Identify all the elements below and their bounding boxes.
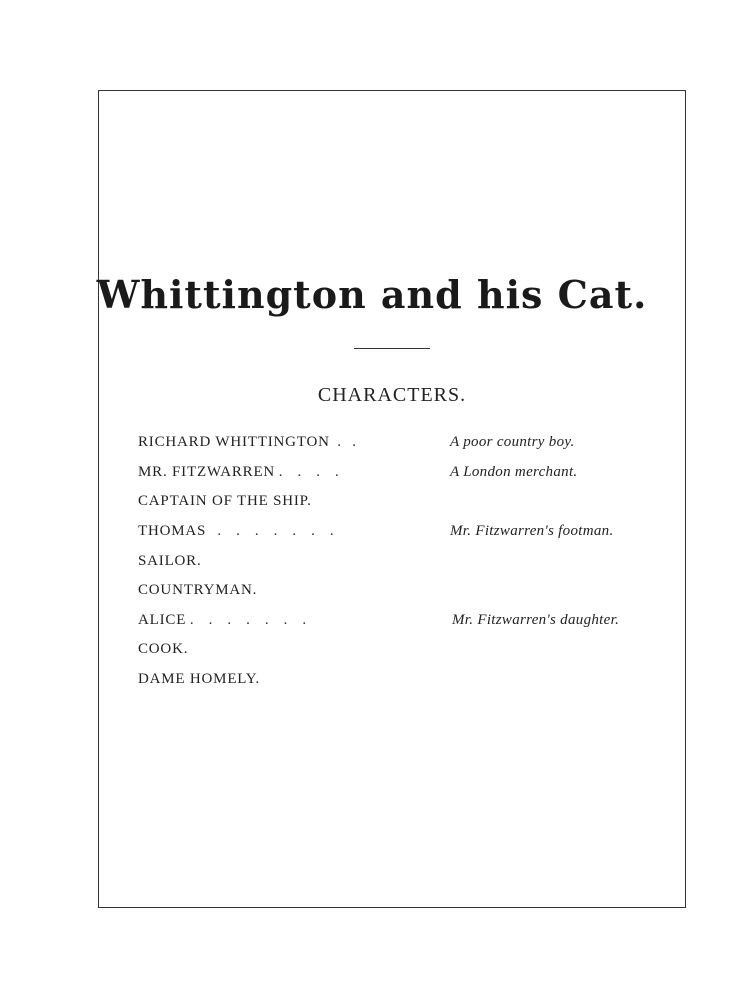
character-row [138,428,668,458]
leader-dots: . . . . . . . [186,611,307,628]
character-row [138,635,668,665]
character-row [138,546,668,576]
character-row [138,576,668,606]
character-row [138,606,668,636]
character-name: COUNTRYMAN. [138,582,258,599]
character-row [138,517,668,547]
character-row [138,487,668,517]
character-description: A London merchant. [450,463,578,480]
leader-dots: . . . . [275,463,339,480]
character-name: CAPTAIN OF THE SHIP. [138,493,312,510]
character-name: SAILOR. [138,552,202,569]
characters-heading: CHARACTERS. [317,384,467,406]
character-row [138,665,668,695]
leader-dots: . . . . . . . [206,523,334,540]
title-divider [354,348,430,349]
character-description: Mr. Fitzwarren's daughter. [452,611,620,628]
character-description: A poor country boy. [450,434,575,451]
character-row [138,458,668,488]
character-name: ALICE [138,611,187,628]
character-name: DAME HOMELY. [138,671,260,688]
character-list [138,428,668,694]
character-name: RICHARD WHITTINGTON [138,434,330,451]
character-name: THOMAS [138,523,207,540]
character-description: Mr. Fitzwarren's footman. [450,523,614,540]
character-name: COOK. [138,641,189,658]
leader-dots: . . [329,434,356,451]
play-title: Whittington and his Cat. [96,272,648,317]
character-name: MR. FITZWARREN [138,463,276,480]
